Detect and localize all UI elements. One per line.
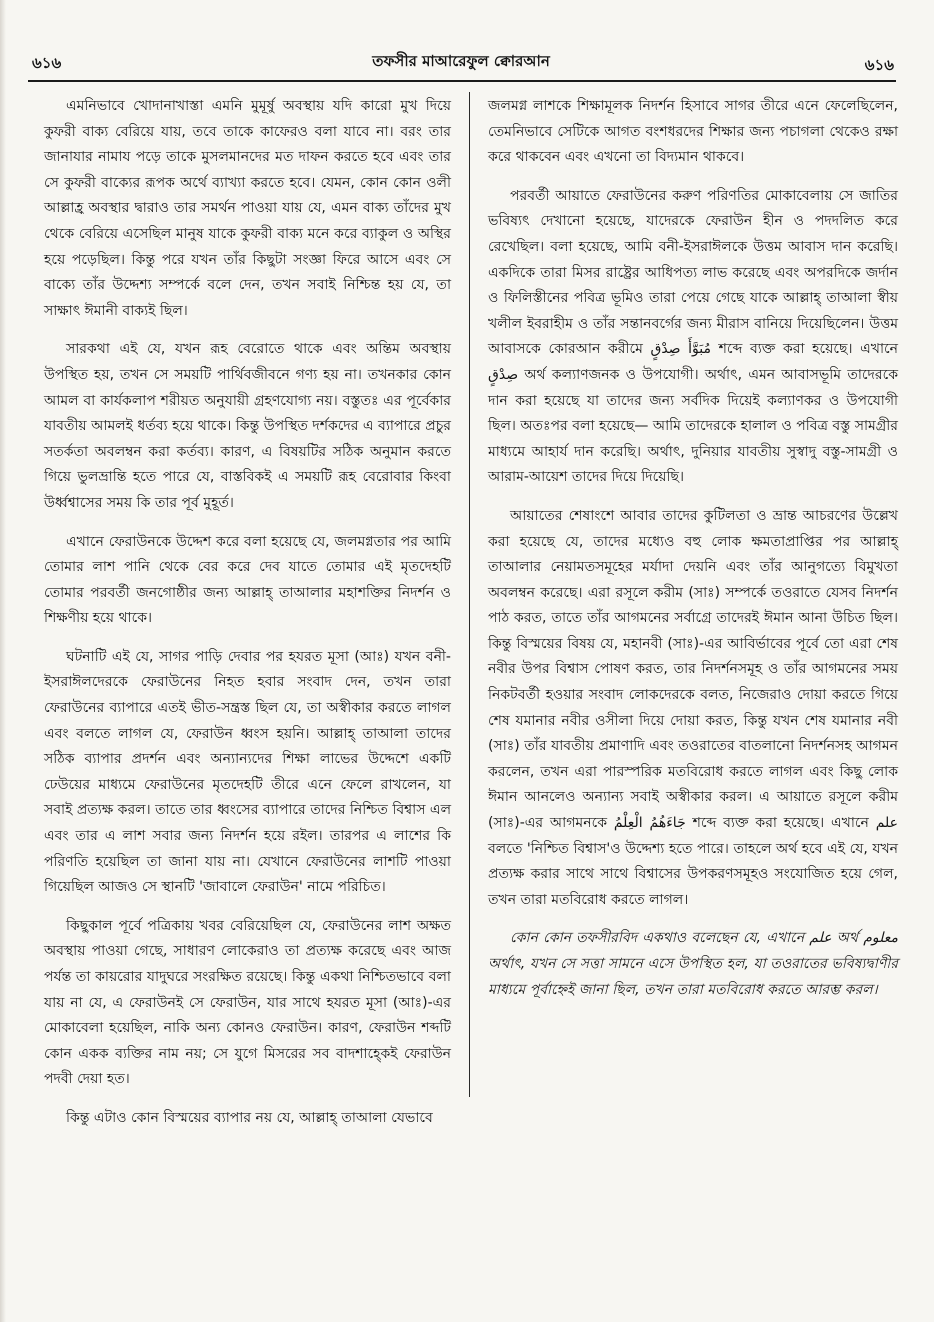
paragraph: জলমগ্ন লাশকে শিক্ষামূলক নিদর্শন হিসাবে সাগর তীরে এনে ফেলেছিলেন, তেমনিভাবে সেটিকে আগত বংশধরদের শিক্ষার জন্য পচাগলা থেকেও রক্ষা করে থাকবেন এবং এখনো তা বিদ্যমান থাকবে। bbox=[488, 98, 898, 166]
paragraph: সারকথা এই যে, যখন রূহ বেরোতে থাকে এবং অন্তিম অবস্থায় উপস্থিত হয়, তখন সে সময়টি পার্থিবজীবনে গণ্য হয় না। তখনকার কোন আমল বা কার্যকলাপ শরীয়ত অনুযায়ী গ্রহণযোগ্য নয়। বস্তুতঃ এর পূর্বেকার যাবতীয় আমলই ধর্তব্য হয়ে থাকে। কিন্তু উপস্থিত দর্শকদের এ ব্যাপারে প্রচুর সতর্কতা অবলম্বন করা কর্তব্য। কারণ, এ বিষয়টির সঠিক অনুমান করতে গিয়ে ভুলভ্রান্তি হতে পারে যে, বাস্তবিকই এ সময়টি রূহ বেরোবার কিংবা উর্ধ্বশ্বাসের সময় কি তার পূর্ব মুহূর্ত। bbox=[44, 341, 451, 511]
paragraph: আয়াতের শেষাংশে আবার তাদের কুটিলতা ও ভ্রান্ত আচরণের উল্লেখ করা হয়েছে যে, তাদের মধ্যেও বহু লোক ক্ষমতাপ্রাপ্তির পর আল্লাহ্ তাআলার নেয়ামতসমূহের মর্যাদা দেয়নি এবং তাঁর আনুগত্যে বিমুখতা অবলম্বন করেছে। এরা রসূলে করীম (সাঃ) সম্পর্কে তওরাতে যেসব নিদর্শন পাঠ করত, তাতে তাঁর আগমনের সর্বাগ্রে তাদেরই ঈমান আনা উচিত ছিল। কিন্তু বিস্ময়ের বিষয় যে, মহানবী (সাঃ)-এর আবির্ভাবের পূর্বে তো এরা শেষ নবীর উপর বিশ্বাস পোষণ করত, তার নিদর্শনসমূহ ও তাঁর আগমনের সময় নিকটবর্তী হওয়ার সংবাদ লোকদেরকে বলত, নিজেরাও দোয়া করতে গিয়ে শেষ যমানার নবীর ওসীলা দিয়ে দোয়া করত, কিন্তু যখন শেষ যমানার নবী (সাঃ) তাঁর যাবতীয় প্রমাণাদি এবং তওরাতের বাতলানো নিদর্শনসহ আগমন করলেন, তখন এরা পারস্পরিক মতবিরোধ করতে লাগল এবং কিছু লোক ঈমান আনলেও অন্যান্য সবাই অস্বীকার করল। এ আয়াতে রসূলে করীম (সাঃ)-এর আগমনকে جَاءَهُمُ الْعِلْمُ শব্দে ব্যক্ত করা হয়েছে। এখানে علم বলতে 'নিশ্চিত বিশ্বাস'ও উদ্দেশ্য হতে পারে। তাহলে অর্থ হবে এই যে, যখন প্রত্যক্ষ করার সাথে সাথে বিশ্বাসের উপকরণসমূহও সংযোজিত হয়ে গেল, তখন তারা মতবিরোধ করতে লাগল। bbox=[488, 507, 899, 908]
header-rule bbox=[28, 80, 896, 82]
page-header bbox=[28, 48, 894, 82]
page-binding-shadow bbox=[0, 0, 6, 1322]
right-column bbox=[488, 94, 898, 1106]
page-number-left: ৬১৬ bbox=[32, 54, 62, 72]
paragraph: ঘটনাটি এই যে, সাগর পাড়ি দেবার পর হযরত মূসা (আঃ) যখন বনী-ইসরাঈলদেরকে ফেরাউনের নিহত হবার সংবাদ দেন, তখন তারা ফেরাউনের ব্যাপারে এতই ভীত-সন্ত্রস্ত ছিল যে, তা অস্বীকার করতে লাগল এবং বলতে লাগল যে, ফেরাউন ধ্বংস হয়নি। আল্লাহ্ তাআলা তাদের সঠিক ব্যাপার প্রদর্শন এবং অন্যান্যদের শিক্ষা লাভের উদ্দেশে একটি ঢেউয়ের মাধ্যমে ফেরাউনের মৃতদেহটি তীরে এনে ফেলে রাখলেন, যা সবাই প্রত্যক্ষ করল। তাতে তার ধ্বংসের ব্যাপারে তাদের নিশ্চিত বিশ্বাস এল এবং তার এ লাশ সবার জন্য নিদর্শন হয়ে রইল। তারপর এ লাশের কি পরিণতি হয়েছিল তা জানা যায় না। যেখানে ফেরাউনের লাশটি পাওয়া গিয়েছিল আজও সে স্থানটি 'জাবালে ফেরাউন' নামে পরিচিত। bbox=[44, 648, 451, 896]
paragraph: কিছুকাল পূর্বে পত্রিকায় খবর বেরিয়েছিল যে, ফেরাউনের লাশ অক্ষত অবস্থায় পাওয়া গেছে, সাধারণ লোকেরাও তা প্রত্যক্ষ করেছে এবং আজ পর্যন্ত তা কায়রোর যাদুঘরে সংরক্ষিত রয়েছে। কিন্তু একথা নিশ্চিতভাবে বলা যায় না যে, এ ফেরাউনই সে ফেরাউন, যার সাথে হযরত মূসা (আঃ)-এর মোকাবেলা হয়েছিল, নাকি অন্য কোনও ফেরাউন। কারণ, ফেরাউন শব্দটি কোন একক ব্যক্তির নাম নয়; সে যুগে মিসরের সব বাদশাহ্কেই ফেরাউন পদবী দেয়া হত। bbox=[44, 917, 451, 1088]
page-number-right: ৬১৬ bbox=[864, 56, 894, 74]
paragraph: এমনিভাবে খোদানাখাস্তা এমনি মুমূর্ষু অবস্থায় যদি কারো মুখ দিয়ে কুফরী বাক্য বেরিয়ে যায়, তবে তাকে কাফেরও বলা যাবে না। বরং তার জানাযার নামায পড়ে তাকে মুসলমানদের মত দাফন করতে হবে এবং তার সে কুফরী বাক্যের রূপক অর্থে ব্যাখ্যা করতে হবে। যেমন, কোন কোন ওলী আল্লাহ্র অবস্থার দ্বারাও তার সমর্থন পাওয়া যায় যে, এমন বাক্য তাঁদের মুখ থেকে বেরিয়ে এসেছিল মানুষ যাকে কুফরী বাক্য মনে করে ব্যাকুল ও অস্থির হয়ে পড়েছিল। কিন্তু পরে যখন তাঁর কিছুটা সংজ্ঞা ফিরে আসে এবং সে বাক্যে তাঁর উদ্দেশ্য সম্পর্কে বলে দেন, তখন সবাই নিশ্চিন্ত হয় যে, তা সাক্ষাৎ ঈমানী বাক্যই ছিল। bbox=[44, 98, 451, 319]
paragraph: পরবর্তী আয়াতে ফেরাউনের করুণ পরিণতির মোকাবেলায় সে জাতির ভবিষ্যৎ দেখানো হয়েছে, যাদেরকে ফেরাউন হীন ও পদদলিত করে রেখেছিল। বলা হয়েছে, আমি বনী-ইসরাঈলকে উত্তম আবাস দান করেছি। একদিকে তারা মিসর রাষ্ট্রের আধিপত্য লাভ করেছে এবং অপরদিকে জর্দান ও ফিলিস্তীনের পবিত্র ভূমিও তারা পেয়ে গেছে যাকে আল্লাহ্ তাআলা স্বীয় খলীল ইবরাহীম ও তাঁর সন্তানবর্গের জন্য মীরাস বানিয়ে দিয়েছিলেন। উত্তম আবাসকে কোরআন করীমে مُبَوَّأَ صِدْقٍ শব্দে ব্যক্ত করা হয়েছে। এখানে صِدْقٍ অর্থ কল্যাণজনক ও উপযোগী। অর্থাৎ, এমন আবাসভূমি তাদেরকে দান করা হয়েছে যা তাদের জন্য সর্বদিক দিয়েই কল্যাণকর ও উপযোগী ছিল। অতঃপর বলা হয়েছে— আমি তাদেরকে হালাল ও পবিত্র বস্তু সামগ্রীর মাধ্যমে আহার্য দান করেছি। অর্থাৎ, দুনিয়ার যাবতীয় সুস্বাদু বস্তু-সামগ্রী ও আরাম-আয়েশ তাদের দিয়ে দিয়েছি। bbox=[488, 187, 898, 486]
paragraph: কোন কোন তফসীরবিদ একথাও বলেছেন যে, এখানে علم অর্থ معلوم অর্থাৎ, যখন সে সত্তা সামনে এসে উপস্থিত হল, যা তওরাতের ভবিষ্যদ্বাণীর মাধ্যমে পূর্বাহ্নেই জানা ছিল, তখন তারা মতবিরোধ করতে আরম্ভ করল। bbox=[488, 930, 898, 998]
running-title: তফসীর মাআরেফুল ক্বোরআন bbox=[372, 52, 550, 70]
paragraph: এখানে ফেরাউনকে উদ্দেশ করে বলা হয়েছে যে, জলমগ্নতার পর আমি তোমার লাশ পানি থেকে বের করে দেব যাতে তোমার এই মৃতদেহটি তোমার পরবর্তী জনগোষ্ঠীর জন্য আল্লাহ্ তাআলার মহাশক্তির নিদর্শন ও শিক্ষণীয় হয়ে থাকে। bbox=[44, 533, 451, 627]
left-column bbox=[44, 94, 451, 1126]
paragraph: কিন্তু এটাও কোন বিস্ময়ের ব্যাপার নয় যে, আল্লাহ্ তাআলা যেভাবে bbox=[66, 1109, 433, 1126]
column-divider bbox=[469, 92, 470, 1097]
